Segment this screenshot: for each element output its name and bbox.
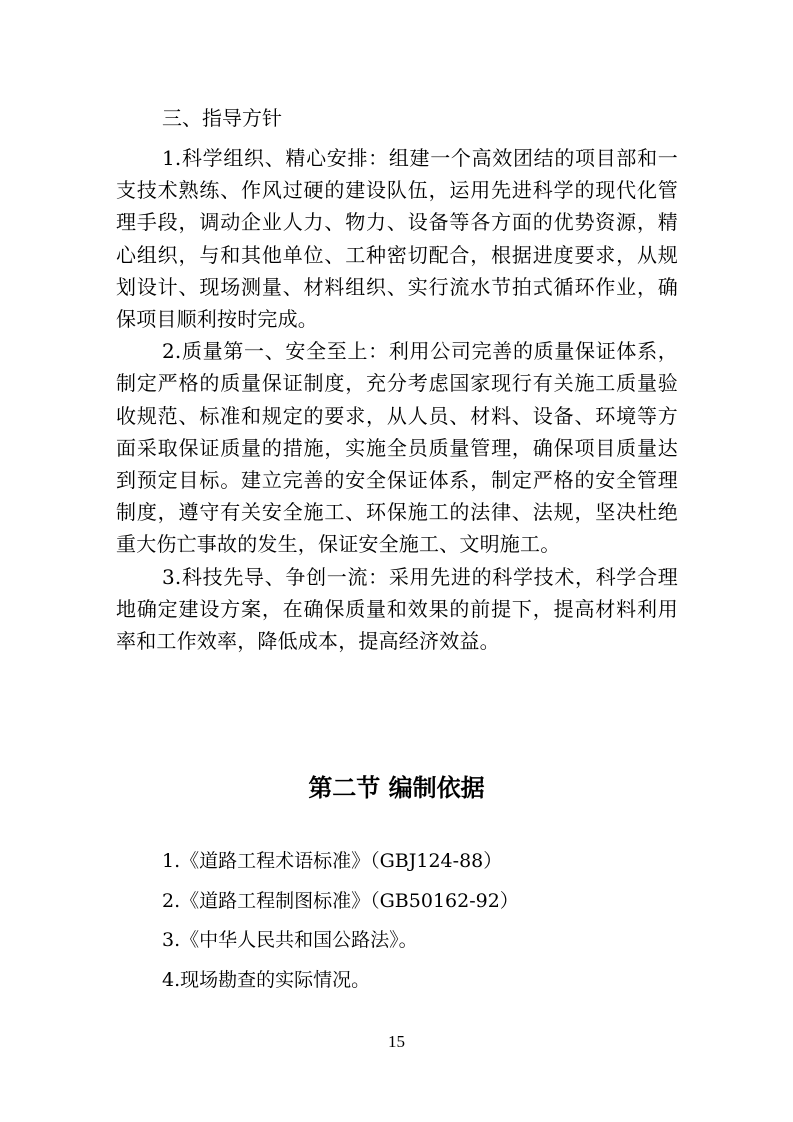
guideline-body xyxy=(116,142,678,657)
reference-item-4: 4.现场勘查的实际情况。 xyxy=(162,969,371,991)
guideline-paragraph-2: 2.质量第一、安全至上：利用公司完善的质量保证体系，制定严格的质量保证制度，充分考虑国家现行有关施工质量验收规范、标准和规定的要求，从人员、材料、设备、环境等方面采取保证质量的措施，实施全员质量管理，确保项目质量达到预定目标。建立完善的安全保证体系，制定严格的安全管理制度，遵守有关安全施工、环保施工的法律、法规，坚决杜绝重大伤亡事故的发生，保证安全施工、文明施工。 xyxy=(116,339,678,557)
guideline-paragraph-3: 3.科技先导、争创一流：采用先进的科学技术，科学合理地确定建设方案，在确保质量和效果的前提下，提高材料利用率和工作效率，降低成本，提高经济效益。 xyxy=(116,564,678,654)
reference-item-1: 1.《道路工程术语标准》（GBJ124-88） xyxy=(162,850,503,872)
guideline-heading: 三、指导方针 xyxy=(162,106,282,130)
section-title: 第二节 编制依据 xyxy=(308,774,485,802)
reference-item-2: 2.《道路工程制图标准》（GB50162-92） xyxy=(162,890,519,912)
guideline-paragraph-1: 1.科学组织、精心安排：组建一个高效团结的项目部和一支技术熟练、作风过硬的建设队伍，运用先进科学的现代化管理手段，调动企业人力、物力、设备等各方面的优势资源，精心组织，与和其他单位、工种密切配合，根据进度要求，从规划设计、现场测量、材料组织、实行流水节拍式循环作业，确保项目顺利按时完成。 xyxy=(116,146,678,332)
reference-item-3: 3.《中华人民共和国公路法》。 xyxy=(162,929,418,951)
page-number: 15 xyxy=(388,1032,405,1051)
